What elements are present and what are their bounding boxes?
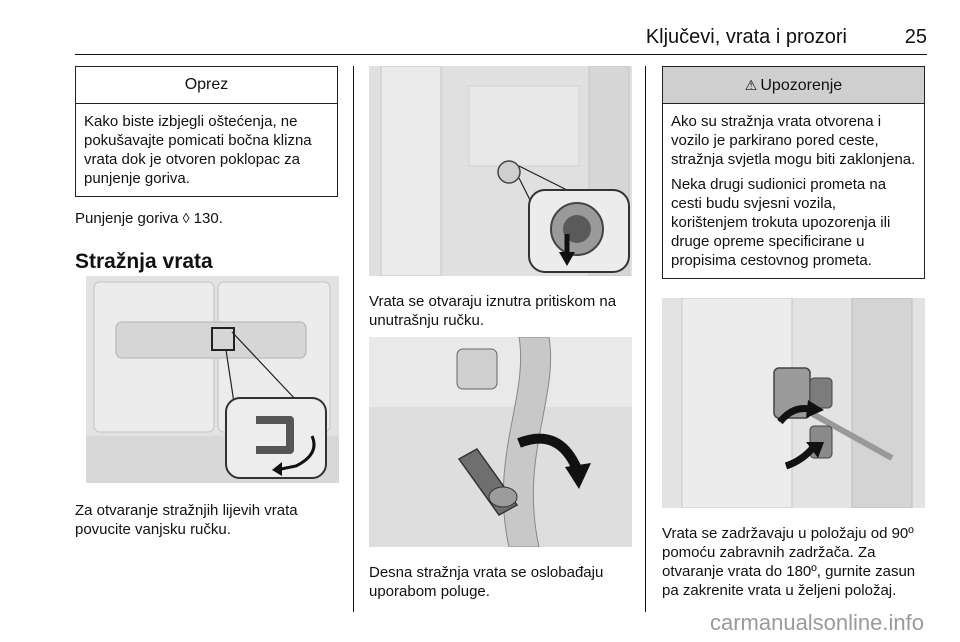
figure-inner-handle — [369, 66, 632, 276]
caution-box — [75, 66, 338, 197]
column-divider-1 — [353, 66, 354, 612]
chapter-title: Ključevi, vrata i prozori — [645, 26, 847, 48]
inner-handle-caption: Vrata se otvaraju iznutra pritiskom na unutrašnju ručku. — [369, 293, 617, 329]
rear-door-caption: Za otvaranje stražnjih lijevih vrata povucite vanjsku ručku. — [75, 502, 298, 538]
figure-door-check — [662, 298, 925, 508]
page-header — [75, 26, 927, 48]
page-number: 25 — [904, 26, 927, 48]
column-3 — [662, 66, 925, 279]
warning-text-2: Neka drugi sudionici prometa na cesti budu svjesni vozila, korištenjem trokuta upozorenja ili druge opreme specificirane u propisima cestovnog prometa. — [671, 176, 891, 269]
page-ref-icon[interactable]: ◊ — [182, 210, 190, 226]
column-divider-2 — [645, 66, 646, 612]
door-check-caption: Vrata se zadržavaju u položaju od 90º pomoću zabravnih zadržača. Za otvaranje vrata do 180º, gurnite zasun pa zakrenite vrata u željeni položaj. — [662, 525, 916, 599]
watermark: carmanualsonline.info — [709, 610, 924, 635]
column-1 — [75, 66, 338, 274]
figure-release-lever — [369, 337, 632, 547]
warning-box — [662, 66, 925, 279]
warning-triangle-icon: ⚠ — [744, 77, 758, 93]
header-rule — [75, 54, 927, 55]
figure-rear-door-handle — [86, 276, 339, 483]
warning-heading: ⚠ Upozorenje — [663, 67, 924, 104]
caution-heading: Oprez — [76, 67, 337, 104]
warning-text-1: Ako su stražnja vrata otvorena i vozilo je parkirano pored ceste, stražnja svjetla mogu biti zaklonjena. — [671, 113, 916, 168]
fuel-reference: Punjenje goriva ◊ 130. — [75, 210, 223, 227]
release-lever-caption: Desna stražnja vrata se oslobađaju uporabom poluge. — [369, 564, 604, 600]
section-title: Stražnja vrata — [75, 250, 213, 273]
caution-text: Kako biste izbjegli oštećenja, ne pokušavajte pomicati bočna klizna vrata dok je otvoren poklopac za punjenje goriva. — [84, 113, 312, 187]
